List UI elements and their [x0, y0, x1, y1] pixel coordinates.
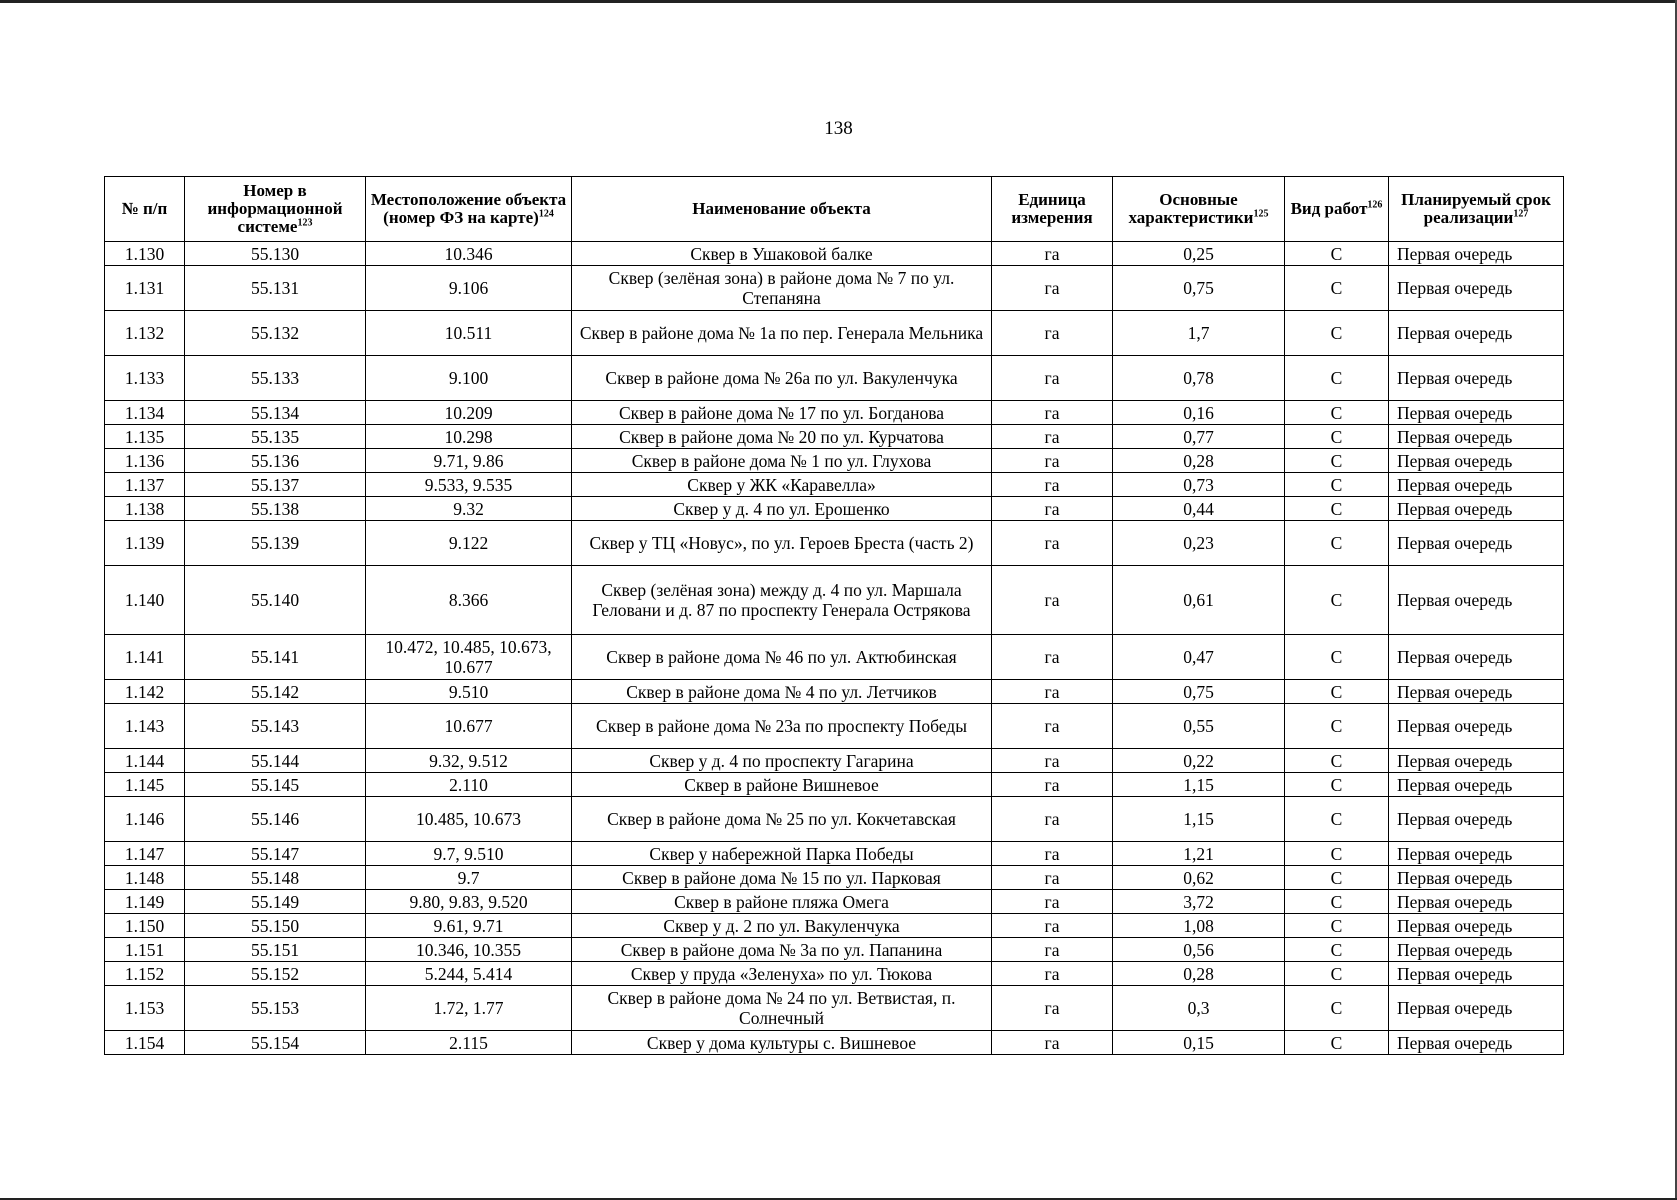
cell-unit: га [992, 401, 1113, 425]
table-row [105, 497, 1564, 521]
table-row [105, 635, 1564, 680]
cell-location: 10.346, 10.355 [366, 938, 572, 962]
cell-location: 9.32 [366, 497, 572, 521]
cell-term: Первая очередь [1389, 425, 1564, 449]
cell-num: 1.132 [105, 311, 185, 356]
objects-table [104, 176, 1564, 1055]
cell-num: 1.139 [105, 521, 185, 566]
cell-work-type: С [1285, 914, 1389, 938]
cell-unit: га [992, 962, 1113, 986]
cell-characteristics: 0,78 [1113, 356, 1285, 401]
cell-term: Первая очередь [1389, 266, 1564, 311]
cell-info-number: 55.141 [185, 635, 366, 680]
cell-name: Сквер у набережной Парка Победы [572, 842, 992, 866]
cell-characteristics: 0,44 [1113, 497, 1285, 521]
cell-location: 9.510 [366, 680, 572, 704]
cell-location: 9.7, 9.510 [366, 842, 572, 866]
table-row [105, 1031, 1564, 1055]
cell-info-number: 55.154 [185, 1031, 366, 1055]
cell-work-type: С [1285, 842, 1389, 866]
cell-info-number: 55.144 [185, 749, 366, 773]
table-row [105, 890, 1564, 914]
cell-info-number: 55.139 [185, 521, 366, 566]
cell-info-number: 55.149 [185, 890, 366, 914]
header-characteristics: Основные характеристики$^{125}$ [1113, 177, 1285, 242]
cell-name: Сквер у ТЦ «Новус», по ул. Героев Бреста (часть 2) [572, 521, 992, 566]
cell-location: 10.472, 10.485, 10.673, 10.677 [366, 635, 572, 680]
cell-num: 1.151 [105, 938, 185, 962]
table-row [105, 938, 1564, 962]
cell-unit: га [992, 680, 1113, 704]
cell-term: Первая очередь [1389, 635, 1564, 680]
header-unit: Единица измерения [992, 177, 1113, 242]
cell-name: Сквер (зелёная зона) в районе дома № 7 по ул. Степаняна [572, 266, 992, 311]
cell-info-number: 55.131 [185, 266, 366, 311]
cell-num: 1.131 [105, 266, 185, 311]
cell-location: 2.110 [366, 773, 572, 797]
cell-num: 1.138 [105, 497, 185, 521]
cell-term: Первая очередь [1389, 773, 1564, 797]
table-row [105, 356, 1564, 401]
table-row [105, 521, 1564, 566]
table-row [105, 773, 1564, 797]
scan-edge-top [0, 0, 1677, 3]
cell-characteristics: 0,25 [1113, 242, 1285, 266]
cell-term: Первая очередь [1389, 680, 1564, 704]
cell-work-type: С [1285, 704, 1389, 749]
cell-num: 1.134 [105, 401, 185, 425]
page-number: 138 [824, 118, 853, 139]
header-location: Местоположение объекта (номер ФЗ на карте)$^{124}$ [366, 177, 572, 242]
cell-num: 1.133 [105, 356, 185, 401]
cell-location: 10.485, 10.673 [366, 797, 572, 842]
cell-location: 10.346 [366, 242, 572, 266]
cell-term: Первая очередь [1389, 704, 1564, 749]
cell-work-type: С [1285, 425, 1389, 449]
cell-name: Сквер у д. 2 по ул. Вакуленчука [572, 914, 992, 938]
cell-name: Сквер в районе дома № 17 по ул. Богданова [572, 401, 992, 425]
cell-characteristics: 0,56 [1113, 938, 1285, 962]
cell-location: 9.100 [366, 356, 572, 401]
cell-num: 1.136 [105, 449, 185, 473]
cell-unit: га [992, 521, 1113, 566]
cell-name: Сквер в районе дома № 1 по ул. Глухова [572, 449, 992, 473]
cell-unit: га [992, 266, 1113, 311]
cell-characteristics: 0,47 [1113, 635, 1285, 680]
table-body [105, 242, 1564, 1055]
cell-characteristics: 0,16 [1113, 401, 1285, 425]
cell-characteristics: 0,28 [1113, 962, 1285, 986]
cell-location: 9.32, 9.512 [366, 749, 572, 773]
cell-term: Первая очередь [1389, 962, 1564, 986]
cell-location: 9.533, 9.535 [366, 473, 572, 497]
cell-num: 1.147 [105, 842, 185, 866]
cell-characteristics: 1,15 [1113, 797, 1285, 842]
header-name: Наименование объекта [572, 177, 992, 242]
cell-info-number: 55.137 [185, 473, 366, 497]
table-row [105, 914, 1564, 938]
cell-term: Первая очередь [1389, 356, 1564, 401]
cell-location: 10.209 [366, 401, 572, 425]
cell-work-type: С [1285, 773, 1389, 797]
cell-num: 1.140 [105, 566, 185, 635]
cell-work-type: С [1285, 635, 1389, 680]
cell-name: Сквер у д. 4 по проспекту Гагарина [572, 749, 992, 773]
cell-info-number: 55.146 [185, 797, 366, 842]
cell-characteristics: 0,77 [1113, 425, 1285, 449]
cell-unit: га [992, 635, 1113, 680]
cell-name: Сквер в районе дома № 24 по ул. Ветвистая, п. Солнечный [572, 986, 992, 1031]
table-row [105, 680, 1564, 704]
table-row [105, 266, 1564, 311]
cell-work-type: С [1285, 749, 1389, 773]
cell-location: 9.71, 9.86 [366, 449, 572, 473]
table-row [105, 704, 1564, 749]
cell-term: Первая очередь [1389, 986, 1564, 1031]
cell-name: Сквер в районе дома № 23а по проспекту Победы [572, 704, 992, 749]
table-row [105, 866, 1564, 890]
cell-name: Сквер у д. 4 по ул. Ерошенко [572, 497, 992, 521]
cell-term: Первая очередь [1389, 311, 1564, 356]
cell-characteristics: 1,21 [1113, 842, 1285, 866]
cell-term: Первая очередь [1389, 449, 1564, 473]
cell-term: Первая очередь [1389, 521, 1564, 566]
cell-term: Первая очередь [1389, 497, 1564, 521]
cell-location: 9.122 [366, 521, 572, 566]
cell-location: 5.244, 5.414 [366, 962, 572, 986]
cell-info-number: 55.148 [185, 866, 366, 890]
cell-num: 1.137 [105, 473, 185, 497]
cell-unit: га [992, 356, 1113, 401]
cell-unit: га [992, 566, 1113, 635]
cell-term: Первая очередь [1389, 842, 1564, 866]
cell-num: 1.130 [105, 242, 185, 266]
cell-work-type: С [1285, 497, 1389, 521]
cell-name: Сквер в районе дома № 1а по пер. Генерала Мельника [572, 311, 992, 356]
cell-name: Сквер у ЖК «Каравелла» [572, 473, 992, 497]
cell-name: Сквер в районе пляжа Омега [572, 890, 992, 914]
cell-unit: га [992, 749, 1113, 773]
cell-info-number: 55.150 [185, 914, 366, 938]
cell-unit: га [992, 311, 1113, 356]
cell-characteristics: 0,73 [1113, 473, 1285, 497]
cell-info-number: 55.134 [185, 401, 366, 425]
cell-info-number: 55.132 [185, 311, 366, 356]
header-info-number: Номер в информационной системе$^{123}$ [185, 177, 366, 242]
cell-unit: га [992, 842, 1113, 866]
cell-location: 1.72, 1.77 [366, 986, 572, 1031]
cell-location: 9.80, 9.83, 9.520 [366, 890, 572, 914]
cell-characteristics: 0,28 [1113, 449, 1285, 473]
cell-work-type: С [1285, 311, 1389, 356]
cell-location: 10.298 [366, 425, 572, 449]
cell-name: Сквер в районе дома № 15 по ул. Парковая [572, 866, 992, 890]
cell-unit: га [992, 473, 1113, 497]
table-row [105, 425, 1564, 449]
cell-location: 10.511 [366, 311, 572, 356]
cell-location: 9.7 [366, 866, 572, 890]
cell-num: 1.146 [105, 797, 185, 842]
cell-unit: га [992, 986, 1113, 1031]
cell-work-type: С [1285, 938, 1389, 962]
header-term: Планируемый срок реализации$^{127}$ [1389, 177, 1564, 242]
cell-num: 1.154 [105, 1031, 185, 1055]
cell-characteristics: 0,61 [1113, 566, 1285, 635]
cell-info-number: 55.147 [185, 842, 366, 866]
table-row [105, 842, 1564, 866]
cell-term: Первая очередь [1389, 914, 1564, 938]
cell-work-type: С [1285, 521, 1389, 566]
cell-num: 1.143 [105, 704, 185, 749]
table-row [105, 242, 1564, 266]
cell-characteristics: 0,23 [1113, 521, 1285, 566]
table-row [105, 962, 1564, 986]
cell-num: 1.150 [105, 914, 185, 938]
cell-work-type: С [1285, 266, 1389, 311]
cell-characteristics: 0,75 [1113, 680, 1285, 704]
cell-num: 1.135 [105, 425, 185, 449]
cell-location: 10.677 [366, 704, 572, 749]
cell-info-number: 55.145 [185, 773, 366, 797]
cell-num: 1.145 [105, 773, 185, 797]
cell-unit: га [992, 425, 1113, 449]
cell-term: Первая очередь [1389, 938, 1564, 962]
cell-term: Первая очередь [1389, 890, 1564, 914]
cell-work-type: С [1285, 866, 1389, 890]
cell-characteristics: 3,72 [1113, 890, 1285, 914]
cell-unit: га [992, 704, 1113, 749]
table-row [105, 749, 1564, 773]
cell-characteristics: 1,08 [1113, 914, 1285, 938]
cell-info-number: 55.136 [185, 449, 366, 473]
header-row [105, 177, 1564, 242]
cell-characteristics: 0,15 [1113, 1031, 1285, 1055]
cell-term: Первая очередь [1389, 797, 1564, 842]
cell-info-number: 55.130 [185, 242, 366, 266]
cell-info-number: 55.152 [185, 962, 366, 986]
cell-characteristics: 0,3 [1113, 986, 1285, 1031]
cell-name: Сквер в районе дома № 25 по ул. Кокчетавская [572, 797, 992, 842]
cell-work-type: С [1285, 986, 1389, 1031]
cell-unit: га [992, 242, 1113, 266]
cell-work-type: С [1285, 449, 1389, 473]
cell-num: 1.141 [105, 635, 185, 680]
cell-name: Сквер в районе дома № 46 по ул. Актюбинская [572, 635, 992, 680]
cell-name: Сквер в районе дома № 20 по ул. Курчатова [572, 425, 992, 449]
cell-name: Сквер у пруда «Зеленуха» по ул. Тюкова [572, 962, 992, 986]
cell-info-number: 55.142 [185, 680, 366, 704]
cell-name: Сквер в районе дома № 3а по ул. Папанина [572, 938, 992, 962]
cell-characteristics: 0,55 [1113, 704, 1285, 749]
cell-characteristics: 0,75 [1113, 266, 1285, 311]
cell-term: Первая очередь [1389, 473, 1564, 497]
cell-term: Первая очередь [1389, 566, 1564, 635]
cell-unit: га [992, 449, 1113, 473]
cell-unit: га [992, 1031, 1113, 1055]
cell-unit: га [992, 914, 1113, 938]
cell-work-type: С [1285, 242, 1389, 266]
cell-location: 2.115 [366, 1031, 572, 1055]
cell-num: 1.149 [105, 890, 185, 914]
cell-characteristics: 0,62 [1113, 866, 1285, 890]
cell-term: Первая очередь [1389, 749, 1564, 773]
cell-work-type: С [1285, 797, 1389, 842]
table-row [105, 401, 1564, 425]
cell-name: Сквер (зелёная зона) между д. 4 по ул. Маршала Геловани и д. 87 по проспекту Генерала Острякова [572, 566, 992, 635]
cell-num: 1.142 [105, 680, 185, 704]
cell-unit: га [992, 866, 1113, 890]
cell-unit: га [992, 938, 1113, 962]
cell-num: 1.153 [105, 986, 185, 1031]
cell-name: Сквер в Ушаковой балке [572, 242, 992, 266]
cell-work-type: С [1285, 890, 1389, 914]
cell-term: Первая очередь [1389, 242, 1564, 266]
cell-name: Сквер в районе дома № 26а по ул. Вакуленчука [572, 356, 992, 401]
cell-unit: га [992, 890, 1113, 914]
cell-name: Сквер у дома культуры с. Вишневое [572, 1031, 992, 1055]
cell-location: 9.106 [366, 266, 572, 311]
cell-work-type: С [1285, 356, 1389, 401]
table-row [105, 449, 1564, 473]
cell-work-type: С [1285, 401, 1389, 425]
cell-name: Сквер в районе дома № 4 по ул. Летчиков [572, 680, 992, 704]
cell-info-number: 55.138 [185, 497, 366, 521]
cell-work-type: С [1285, 680, 1389, 704]
table-row [105, 311, 1564, 356]
cell-work-type: С [1285, 962, 1389, 986]
cell-info-number: 55.140 [185, 566, 366, 635]
cell-num: 1.148 [105, 866, 185, 890]
table-row [105, 797, 1564, 842]
cell-num: 1.152 [105, 962, 185, 986]
header-num: № п/п [105, 177, 185, 242]
cell-term: Первая очередь [1389, 401, 1564, 425]
cell-characteristics: 1,7 [1113, 311, 1285, 356]
cell-characteristics: 0,22 [1113, 749, 1285, 773]
table-row [105, 473, 1564, 497]
cell-location: 8.366 [366, 566, 572, 635]
cell-unit: га [992, 773, 1113, 797]
cell-info-number: 55.153 [185, 986, 366, 1031]
cell-term: Первая очередь [1389, 1031, 1564, 1055]
cell-work-type: С [1285, 473, 1389, 497]
cell-info-number: 55.135 [185, 425, 366, 449]
cell-location: 9.61, 9.71 [366, 914, 572, 938]
cell-num: 1.144 [105, 749, 185, 773]
cell-unit: га [992, 497, 1113, 521]
table-row [105, 566, 1564, 635]
cell-info-number: 55.151 [185, 938, 366, 962]
cell-name: Сквер в районе Вишневое [572, 773, 992, 797]
cell-term: Первая очередь [1389, 866, 1564, 890]
table-row [105, 986, 1564, 1031]
cell-unit: га [992, 797, 1113, 842]
cell-info-number: 55.133 [185, 356, 366, 401]
cell-characteristics: 1,15 [1113, 773, 1285, 797]
header-work-type: Вид работ$^{126}$ [1285, 177, 1389, 242]
cell-work-type: С [1285, 566, 1389, 635]
cell-info-number: 55.143 [185, 704, 366, 749]
cell-work-type: С [1285, 1031, 1389, 1055]
